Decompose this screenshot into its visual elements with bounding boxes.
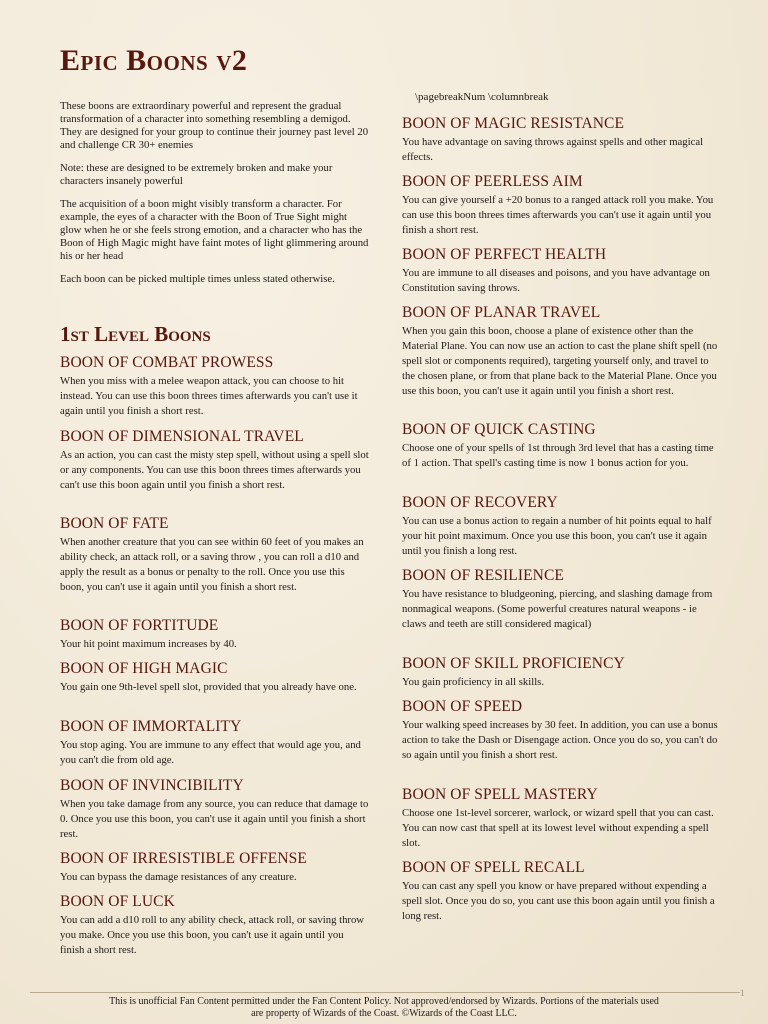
boon-text: You gain one 9th-level spell slot, provided that you already have one. [60,681,357,693]
boon-speed [402,698,720,763]
boon-title: BOON OF DIMENSIONAL TRAVEL [60,428,304,445]
boon-text: When you take damage from any source, you can reduce that damage to 0. Once you use this boon, you can't use it again until you finish a short rest. [60,798,369,840]
boon-quick-casting [402,421,720,471]
boon-magic-resistance [402,115,720,165]
boon-title: BOON OF IRRESISTIBLE OFFENSE [60,850,307,867]
boon-high-magic [60,660,370,695]
boon-title: BOON OF RECOVERY [402,494,558,511]
boon-text: You are immune to all diseases and poisons, and you have advantage on Constitution saving throws. [402,267,710,294]
boon-title: BOON OF IMMORTALITY [60,718,242,735]
boon-title: BOON OF PEERLESS AIM [402,173,583,190]
intro-paragraph: Each boon can be picked multiple times unless stated otherwise. [60,273,335,285]
boon-text: You have resistance to bludgeoning, piercing, and slashing damage from nonmagical weapons. (Some powerful creatures natural weapons - ie claws and teeth are still considered magical) [402,588,713,630]
boon-text: When another creature that you can see within 60 feet of you makes an ability check, an attack roll, or a saving throw , you can roll a d10 and apply the result as a bonus or penalty to the roll. Once you use this boon, you can't use it again until you finish a short rest. [60,536,364,593]
boon-text: Choose one of your spells of 1st through 3rd level that has a casting time of 1 action. That spell's casting time is now 1 bonus action for you. [402,442,714,469]
boon-title: BOON OF SPEED [402,698,523,715]
footer [0,996,768,1020]
boon-title: BOON OF QUICK CASTING [402,421,596,438]
boon-title: BOON OF SPELL MASTERY [402,786,598,803]
boon-fortitude [60,617,370,652]
boon-title: BOON OF COMBAT PROWESS [60,354,274,371]
boon-text: You can use a bonus action to regain a number of hit points equal to half your hit point maximum. Once you use this boon, you can't use it again until you finish a long rest. [402,515,712,557]
boon-peerless-aim [402,173,720,238]
boon-title: BOON OF MAGIC RESISTANCE [402,115,625,132]
boon-immortality [60,718,370,768]
intro-paragraph: Note: these are designed to be extremely broken and make your characters insanely powerful [60,162,333,187]
boon-title: BOON OF RESILIENCE [402,567,564,584]
boon-dimensional-travel [60,428,370,493]
boon-recovery [402,494,720,559]
intro-paragraph: These boons are extraordinary powerful and represent the gradual transformation of a character into something resembling a demigod. They are designed for your group to continue their journey past level 20 and challenge CR 30+ enemies [60,100,369,151]
boon-spell-recall [402,859,720,924]
boon-title: BOON OF FORTITUDE [60,617,219,634]
boon-resilience [402,567,720,632]
boon-text: You gain proficiency in all skills. [402,676,544,688]
page-title: Epic Boons v2 [60,44,248,77]
boon-text: When you miss with a melee weapon attack, you can choose to hit instead. You can use this boon threes times afterwards you can't use it again until you finish a short rest. [60,375,358,417]
boon-spell-mastery [402,786,720,851]
boon-planar-travel [402,304,720,399]
boon-title: BOON OF PERFECT HEALTH [402,246,607,263]
boon-irresistible-offense [60,850,370,885]
boon-skill-proficiency [402,655,720,690]
boon-title: BOON OF INVINCIBILITY [60,777,244,794]
boon-title: BOON OF FATE [60,515,169,532]
footer-line: are property of Wizards of the Coast. ©Wizards of the Coast LLC. [251,1008,517,1019]
boon-text: Your walking speed increases by 30 feet. In addition, you can use a bonus action to take the Dash or Disengage action. Once you do so, you can't do so again until you finish a short rest. [402,719,718,761]
intro-paragraph: The acquisition of a boon might visibly transform a character. For example, the eyes of a character with the Boon of True Sight might glow when he or she feels strong emotion, and a character who has the Boon of High Magic might have faint motes of light glimmering around his or her head [60,198,369,262]
boon-combat-prowess [60,354,370,419]
boon-luck [60,893,370,958]
boon-title: BOON OF PLANAR TRAVEL [402,304,601,321]
section-heading: 1st Level Boons [60,322,211,346]
raw-markup-line: \pagebreakNum \columnbreak [415,91,549,103]
boon-text: You can give yourself a +20 bonus to a ranged attack roll you make. You can use this boon threes times afterwards you can't use it again until you finish a short rest. [402,194,714,236]
boon-title: BOON OF SKILL PROFICIENCY [402,655,625,672]
boon-text: You have advantage on saving throws against spells and other magical effects. [402,136,704,163]
boon-title: BOON OF SPELL RECALL [402,859,585,876]
boon-title: BOON OF HIGH MAGIC [60,660,228,677]
boon-text: Choose one 1st-level sorcerer, warlock, or wizard spell that you can cast. You can now cast that spell at its lowest level without expending a spell slot. [402,807,714,849]
boon-perfect-health [402,246,720,296]
page-number: 1 [740,988,745,998]
boon-text: As an action, you can cast the misty step spell, without using a spell slot or any components. You can use this boon threes times afterwards you can't use this boon again until you finish a short rest. [60,449,369,491]
footer-line: This is unofficial Fan Content permitted under the Fan Content Policy. Not approved/endorsed by Wizards. Portions of the materials used [109,996,659,1007]
boon-text: You can add a d10 roll to any ability check, attack roll, or saving throw you make. Once you use this boon, you can't use it again until you finish a short rest. [60,914,365,956]
boon-text: You can bypass the damage resistances of any creature. [60,871,297,883]
boon-text: Your hit point maximum increases by 40. [60,638,237,650]
footer-divider [30,992,740,993]
boon-fate [60,515,370,595]
boon-text: You stop aging. You are immune to any effect that would age you, and you can't die from old age. [60,739,361,766]
boon-text: You can cast any spell you know or have prepared without expending a spell slot. Once you do so, you cant use this boon again until you finish a long rest. [402,880,715,922]
intro-block [60,100,370,286]
boon-invincibility [60,777,370,842]
boon-title: BOON OF LUCK [60,893,175,910]
boon-text: When you gain this boon, choose a plane of existence other than the Material Plane. You can now use an action to cast the plane shift spell (no spell slot or components required), targeting yourself only, and travel to the chosen plane, or from that plane back to the Material Plane. Once you use this boon, you can't use it again until you finish a short rest. [402,325,718,397]
